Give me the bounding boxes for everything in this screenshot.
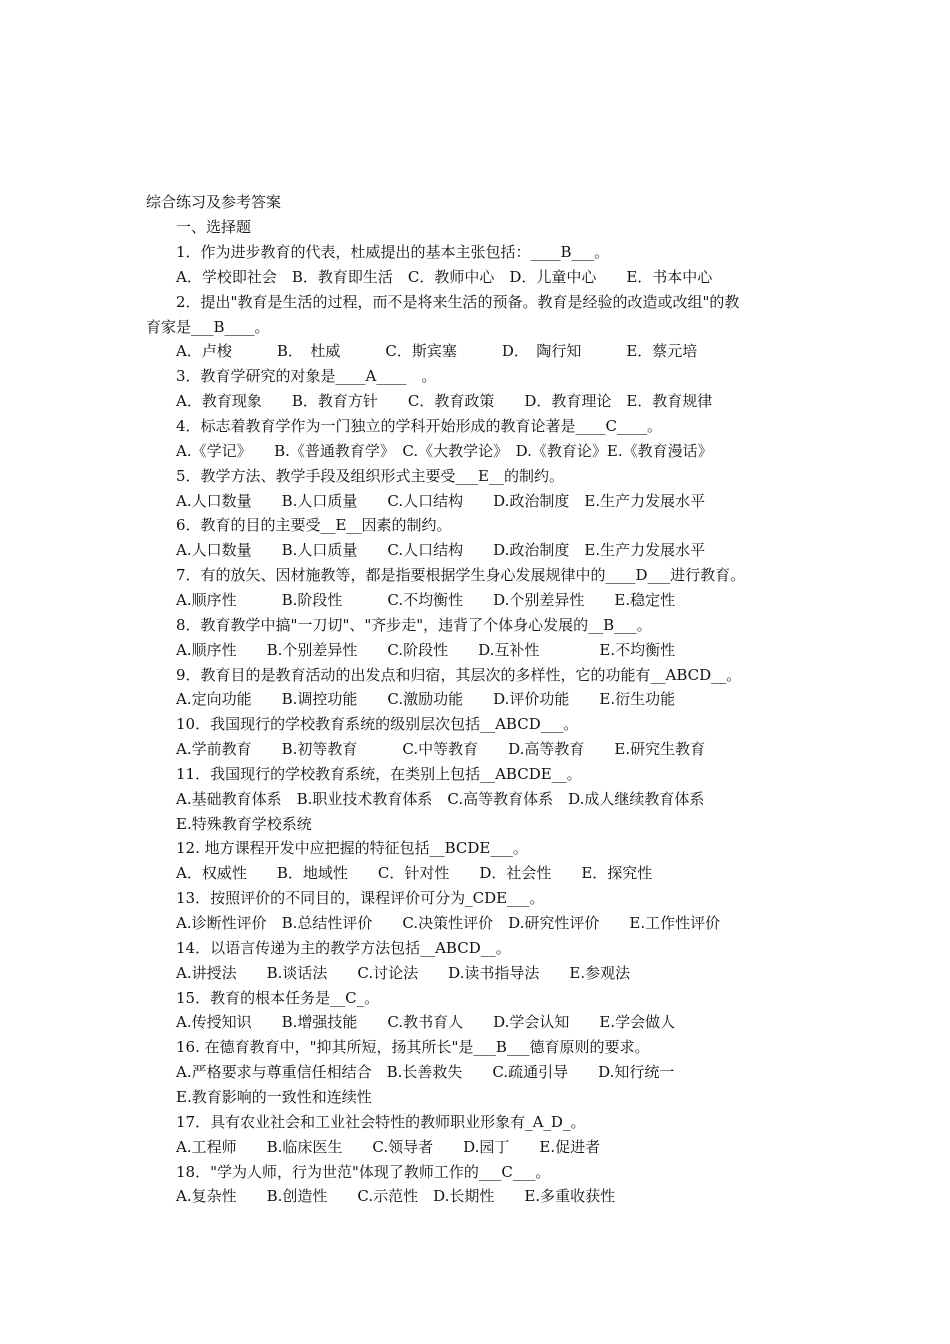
document-line: 4．标志着教育学作为一门独立的学科开始形成的教育论著是____C____。 xyxy=(176,417,663,435)
document-line: A.学前教育 B.初等教育 C.中等教育 D.高等教育 E.研究生教育 xyxy=(176,740,706,758)
document-line: 15．教育的根本任务是__C_。 xyxy=(176,988,380,1007)
document-line: A．教育现象 B．教育方针 C．教育政策 D．教育理论 E．教育规律 xyxy=(176,392,713,411)
document-line: E.教育影响的一致性和连续性 xyxy=(176,1087,372,1106)
document-line: 12. 地方课程开发中应把握的特征包括__BCDE___。 xyxy=(176,839,528,858)
document-title: 综合练习及参考答案 xyxy=(146,193,282,211)
document-line: A.诊断性评价 B.总结性评价 C.决策性评价 D.研究性评价 E.工作性评价 xyxy=(176,914,721,932)
document-line: 16. 在德育教育中，"抑其所短，扬其所长"是___B___德育原则的要求。 xyxy=(176,1038,650,1057)
document-line: A.人口数量 B.人口质量 C.人口结构 D.政治制度 E.生产力发展水平 xyxy=(176,541,706,560)
document-line: 7．有的放矢、因材施教等，都是指要根据学生身心发展规律中的____D___进行教育。 xyxy=(176,566,746,584)
document-line: 13．按照评价的不同目的，课程评价可分为_CDE___。 xyxy=(176,889,545,908)
document-line: A．学校即社会 B．教育即生活 C．教师中心 D．儿童中心 E．书本中心 xyxy=(176,267,713,286)
document-line: 17．具有农业社会和工业社会特性的教师职业形象有_A_D_。 xyxy=(176,1112,586,1131)
document-line: 2．提出"教育是生活的过程，而不是将来生活的预备。教育是经验的改造或改组"的教 xyxy=(176,292,740,311)
document-line: A.传授知识 B.增强技能 C.教书育人 D.学会认知 E.学会做人 xyxy=(176,1013,676,1032)
section-heading: 一、选择题 xyxy=(176,218,252,236)
document-line: A.《学记》 B.《普通教育学》 C.《大教学论》 D.《教育论》E.《教育漫话》 xyxy=(176,441,713,460)
document-line: A．权威性 B．地域性 C．针对性 D．社会性 E．探究性 xyxy=(176,864,653,883)
document-line: A.人口数量 B.人口质量 C.人口结构 D.政治制度 E.生产力发展水平 xyxy=(176,491,706,510)
document-line: 育家是___B____。 xyxy=(146,317,270,336)
document-line: A.定向功能 B.调控功能 C.激励功能 D.评价功能 E.衍生功能 xyxy=(176,690,676,709)
document-line: A.工程师 B.临床医生 C.领导者 D.园丁 E.促进者 xyxy=(176,1137,601,1156)
document-line: 8．教育教学中搞"一刀切"、"齐步走"，违背了个体身心发展的__B___。 xyxy=(176,615,652,634)
document-line: 5．教学方法、教学手段及组织形式主要受___E__的制约。 xyxy=(176,466,564,485)
document-line: 9．教育目的是教育活动的出发点和归宿，其层次的多样性，它的功能有__ABCD__。 xyxy=(176,665,742,684)
document-line: A.基础教育体系 B.职业技术教育体系 C.高等教育体系 D.成人继续教育体系 xyxy=(176,789,705,808)
document-line: 11．我国现行的学校教育系统，在类别上包括__ABCDE__。 xyxy=(176,764,582,783)
document-line: 6．教育的目的主要受__E__因素的制约。 xyxy=(176,516,452,535)
document-line: A.严格要求与尊重信任相结合 B.长善救失 C.疏通引导 D.知行统一 xyxy=(176,1063,675,1082)
document-line: A．卢梭 B． 杜威 C．斯宾塞 D． 陶行知 E．蔡元培 xyxy=(176,342,698,361)
document-line: A.讲授法 B.谈话法 C.讨论法 D.读书指导法 E.参观法 xyxy=(176,963,631,982)
document-line: E.特殊教育学校系统 xyxy=(176,814,312,833)
document-line: 18．"学为人师，行为世范"体现了教师工作的___C___。 xyxy=(176,1162,551,1181)
document-line: 3．教育学研究的对象是____A____ 。 xyxy=(176,367,437,386)
document-line: A.顺序性 B.个别差异性 C.阶段性 D.互补性 E.不均衡性 xyxy=(176,640,676,659)
document-line: A.复杂性 B.创造性 C.示范性 D.长期性 E.多重收获性 xyxy=(176,1187,616,1206)
document-line: 10．我国现行的学校教育系统的级别层次包括__ABCD___。 xyxy=(176,715,579,734)
document-line: 1．作为进步教育的代表，杜威提出的基本主张包括：____B___。 xyxy=(176,243,610,261)
document-line: A.顺序性 B.阶段性 C.不均衡性 D.个别差异性 E.稳定性 xyxy=(176,590,676,609)
document-line: 14．以语言传递为主的教学方法包括__ABCD__。 xyxy=(176,938,511,957)
